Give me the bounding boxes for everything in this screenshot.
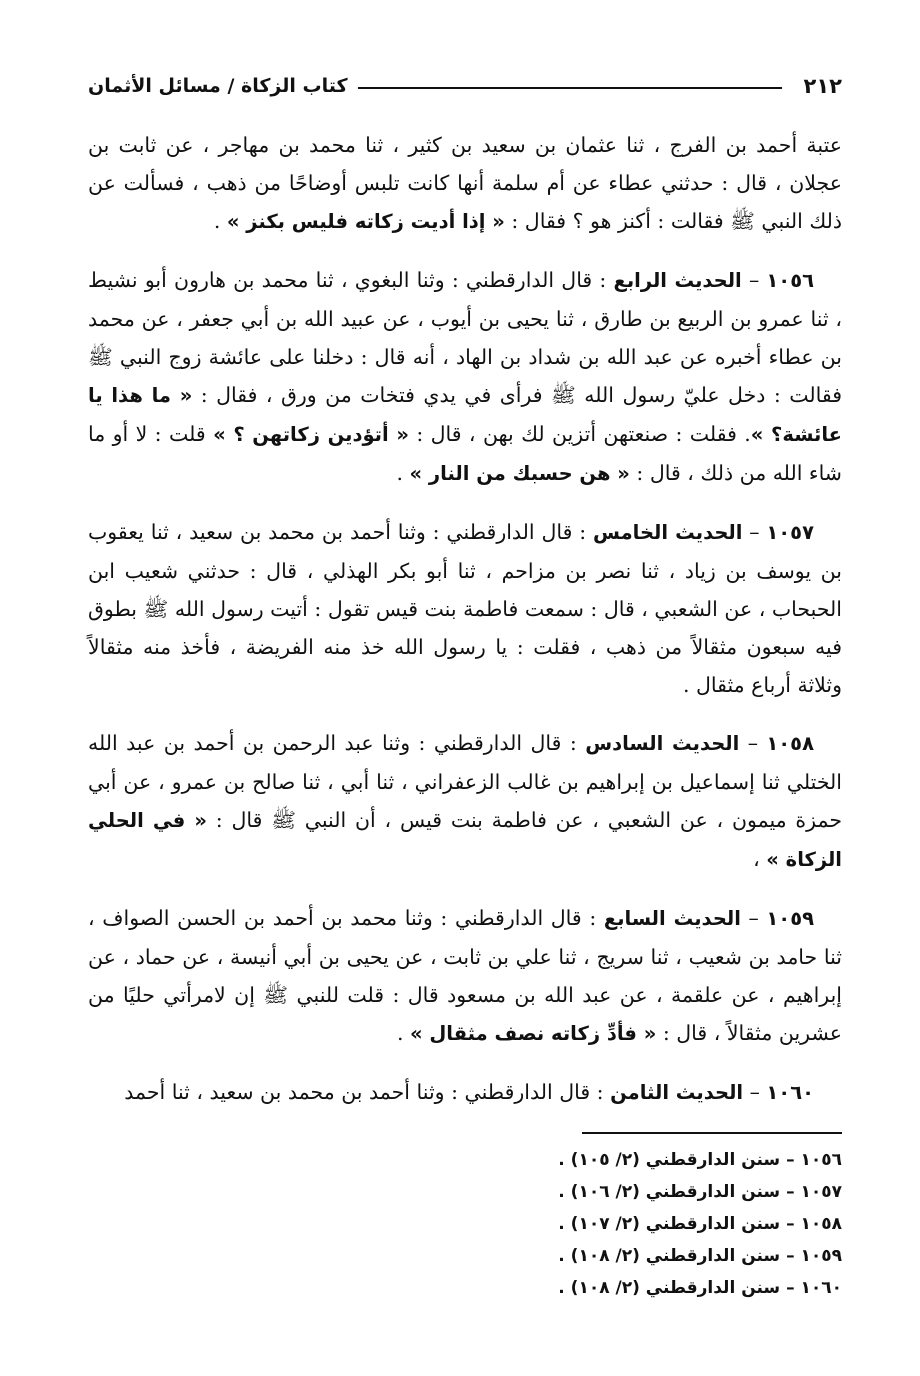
prophetic-quote: « في الحلي الزكاة » bbox=[88, 809, 842, 871]
paragraph-text: عتبة أحمد بن الفرج ، ثنا عثمان بن سعيد بن كثير ، ثنا محمد بن مهاجر ، عن ثابت بن عجلان ، قال : حدثني عطاء عن أم سلمة أنها كانت تلبس أوضاحًا من ذهب ، فسألت عن ذلك النبي ﷺ فقالت : أكنز هو ؟ فقال : bbox=[88, 133, 842, 233]
hadith-number: ١٠٥٦ bbox=[766, 269, 814, 292]
hadith-number: ١٠٦٠ bbox=[766, 1081, 814, 1104]
paragraph-text: : قال الدارقطني : وثنا البغوي ، ثنا محمد بن هارون أبو نشيط ، ثنا عمرو بن الربيع بن طارق ، ثنا يحيى بن أيوب ، عن عبيد الله بن أبي جعفر ، عن محمد بن عطاء أخبره عن عبد الله بن شداد بن الهاد ، أنه قال : دخلنا على عائشة زوج النبي ﷺ فقالت : دخل عليّ رسول الله ﷺ فرأى في يدي فتخات من ورق ، فقال : bbox=[88, 268, 842, 407]
paragraph-text: – bbox=[742, 520, 767, 544]
prophetic-quote: « إذا أديت زكاته فليس بكنز » bbox=[226, 210, 505, 233]
hadith-paragraph bbox=[88, 261, 842, 493]
hadith-paragraph bbox=[88, 513, 842, 704]
footnote-item: ١٠٦٠ – سنن الدارقطني (٢/ ١٠٨) . bbox=[558, 1278, 842, 1298]
paragraph-text: : قال الدارقطني : وثنا محمد بن أحمد بن الحسن الصواف ، ثنا حامد بن شعيب ، ثنا سريج ، ثنا علي بن ثابت ، عن يحيى بن أبي أنيسة ، عن حماد ، عن إبراهيم ، عن علقمة ، عن عبد الله بن مسعود قال : قلت للنبي ﷺ إن لامرأتي حليًا من عشرين مثقالاً ، قال : bbox=[88, 906, 842, 1045]
hadith-paragraph bbox=[88, 899, 842, 1053]
footnote-item: ١٠٥٩ – سنن الدارقطني (٢/ ١٠٨) . bbox=[558, 1246, 842, 1266]
continued-paragraph bbox=[88, 126, 842, 241]
hadith-heading: الحديث السادس bbox=[585, 732, 740, 755]
paragraph-text: ، bbox=[753, 847, 767, 871]
footnote-separator bbox=[582, 1132, 842, 1134]
hadith-number: ١٠٥٨ bbox=[766, 732, 814, 755]
hadith-heading: الحديث الرابع bbox=[613, 269, 742, 292]
main-text bbox=[88, 126, 842, 1112]
paragraph-text: : قال الدارقطني : وثنا عبد الرحمن بن أحمد بن عبد الله الختلي ثنا إسماعيل بن إبراهيم بن غالب الزعفراني ، ثنا أبي ، ثنا صالح بن عمرو ، عن أبي حمزة ميمون ، عن الشعبي ، عن فاطمة بنت قيس ، أن النبي ﷺ قال : bbox=[88, 731, 842, 832]
paragraph-text: . bbox=[396, 1021, 410, 1045]
hadith-number: ١٠٥٧ bbox=[766, 521, 814, 544]
hadith-number: ١٠٥٩ bbox=[766, 907, 815, 930]
prophetic-quote: « ما هذا يا عائشة؟ » bbox=[88, 384, 842, 446]
paragraph-text: : قال الدارقطني : وثنا أحمد بن محمد بن سعيد ، ثنا أحمد bbox=[124, 1080, 611, 1104]
paragraph-text: قلت : لا أو ما شاء الله من ذلك ، قال : bbox=[88, 422, 842, 485]
header-rule bbox=[358, 87, 782, 89]
hadith-heading: الحديث الثامن bbox=[610, 1081, 744, 1104]
paragraph-text: – bbox=[739, 731, 767, 755]
hadith-heading: الحديث الخامس bbox=[593, 521, 743, 544]
paragraph-text: – bbox=[740, 906, 767, 930]
hadith-paragraph bbox=[88, 1073, 842, 1112]
paragraph-text: – bbox=[743, 1080, 767, 1104]
running-title: كتاب الزكاة / مسائل الأثمان bbox=[88, 75, 348, 97]
paragraph-text: – bbox=[741, 268, 767, 292]
paragraph-text: . فقلت : صنعتهن أتزين لك بهن ، قال : bbox=[408, 422, 751, 446]
prophetic-quote: « فأدِّ زكاته نصف مثقال » bbox=[409, 1022, 657, 1045]
prophetic-quote: « أتؤدين زكاتهن ؟ » bbox=[213, 423, 409, 446]
footnote-item: ١٠٥٧ – سنن الدارقطني (٢/ ١٠٦) . bbox=[558, 1182, 842, 1202]
prophetic-quote: « هن حسبك من النار » bbox=[409, 462, 630, 485]
paragraph-text: . bbox=[213, 209, 227, 233]
running-head bbox=[88, 64, 842, 108]
hadith-heading: الحديث السابع bbox=[603, 907, 741, 930]
paragraph-text: : قال الدارقطني : وثنا أحمد بن محمد بن سعيد ، ثنا يعقوب بن يوسف بن زياد ، ثنا نصر بن مزاحم ، ثنا أبو بكر الهذلي ، قال : حدثني شعيب ابن الحبحاب ، عن الشعبي ، قال : سمعت فاطمة بنت قيس تقول : أتيت رسول الله ﷺ بطوق فيه سبعون مثقالاً من ذهب ، فقلت : يا رسول الله خذ منه الفريضة ، فأخذ منه مثقالاً وثلاثة أرباع مثقال . bbox=[88, 520, 842, 697]
page-number: ٢١٢ bbox=[803, 74, 842, 98]
paragraph-text: . bbox=[396, 461, 410, 485]
hadith-paragraph bbox=[88, 724, 842, 879]
footnote-item: ١٠٥٦ – سنن الدارقطني (٢/ ١٠٥) . bbox=[558, 1150, 842, 1170]
footnotes bbox=[88, 1144, 842, 1304]
book-page bbox=[88, 64, 842, 1364]
footnote-item: ١٠٥٨ – سنن الدارقطني (٢/ ١٠٧) . bbox=[558, 1214, 842, 1234]
